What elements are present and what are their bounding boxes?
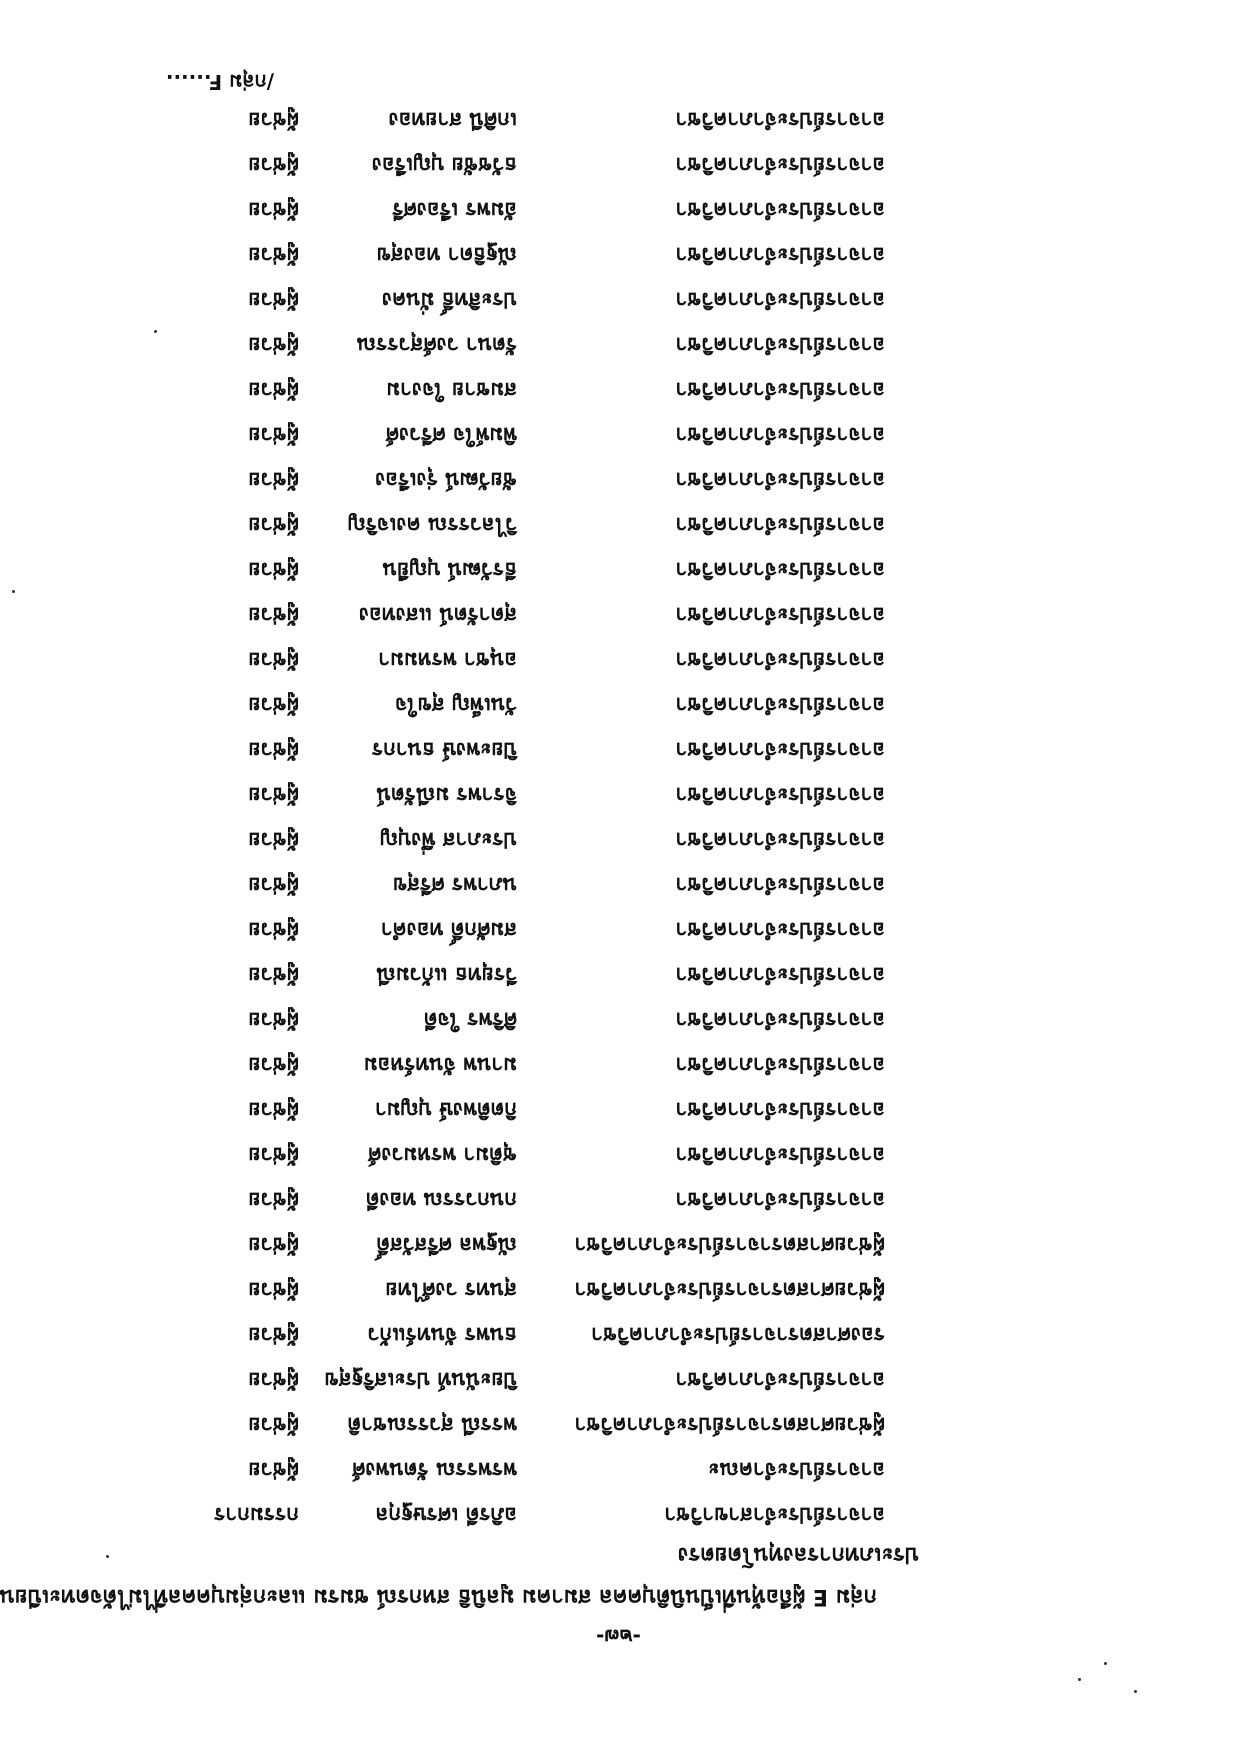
role-cell: ผู้ช่วย: [248, 1323, 299, 1347]
name-cell: พรพรรณ รัตนพงศ์: [351, 1458, 517, 1482]
scan-speck: [12, 590, 15, 593]
name-cell: ธนพร จันทร์แก้ว: [367, 1323, 517, 1347]
position-cell: อาจารย์ประจำภาควิชา: [675, 243, 885, 267]
position-cell: อาจารย์ประจำภาควิชา: [675, 333, 885, 357]
position-cell: อาจารย์ประจำภาควิชา: [675, 198, 885, 222]
position-cell: อาจารย์ประจำภาควิชา: [675, 1143, 885, 1167]
continued-label: /กลุ่ม F......: [165, 70, 274, 94]
table-row: [0, 189, 1237, 234]
table-row: [0, 684, 1237, 729]
table-row: [0, 1269, 1237, 1314]
table-row: [0, 459, 1237, 504]
position-cell: อาจารย์ประจำภาควิชา: [675, 108, 885, 132]
role-cell: ผู้ช่วย: [248, 378, 299, 402]
table-row: [0, 324, 1237, 369]
position-cell: อาจารย์ประจำภาควิชา: [675, 378, 885, 402]
position-cell: อาจารย์ประจำภาควิชา: [675, 738, 885, 762]
scan-speck: [1104, 1662, 1107, 1665]
position-cell: อาจารย์ประจำภาควิชา: [675, 558, 885, 582]
table-row: [0, 1089, 1237, 1134]
role-cell: ผู้ช่วย: [248, 198, 299, 222]
table-row: [0, 234, 1237, 279]
name-cell: กิตติพงษ์ บุญมา: [374, 1098, 517, 1122]
role-cell: ผู้ช่วย: [248, 1188, 299, 1212]
table-row: [0, 1224, 1237, 1269]
name-cell: ชัยวัฒน์ รุ่งเรือง: [375, 468, 517, 492]
name-cell: พรรณี สุวรรณชาติ: [347, 1413, 517, 1437]
name-cell: วันเพ็ญ สุขใจ: [394, 693, 517, 717]
position-cell: อาจารย์ประจำคณะ: [708, 1458, 885, 1482]
role-cell: ผู้ช่วย: [248, 558, 299, 582]
name-cell: มานพ จันทร์หอม: [363, 1053, 517, 1077]
role-cell: ผู้ช่วย: [248, 828, 299, 852]
role-cell: ผู้ช่วย: [248, 1368, 299, 1392]
name-cell: วิไลวรรณ คงเจริญ: [347, 513, 517, 537]
scan-speck: [154, 330, 157, 333]
name-cell: สมศักดิ์ ทองคำ: [380, 918, 517, 942]
role-cell: ผู้ช่วย: [248, 648, 299, 672]
name-cell: อภิรดี เศรษฐกุล: [375, 1503, 517, 1527]
position-cell: อาจารย์ประจำภาควิชา: [675, 153, 885, 177]
name-cell: จิราพร มณีรัตน์: [376, 783, 517, 807]
table-row: [0, 549, 1237, 594]
table-row: [0, 1179, 1237, 1224]
group-heading: กลุ่ม E ผู้ถือหุ้นที่เป็นนิติบุคคล สมาคม มูลนิธิ สหกรณ์ ชมรม และกลุ่มบุคคลที่ไม่ได้จดทะเบียน: [0, 1584, 877, 1609]
table-row: [0, 954, 1237, 999]
name-cell: พิมพ์ใจ ศรีวงศ์: [385, 423, 517, 447]
position-cell: อาจารย์ประจำภาควิชา: [675, 513, 885, 537]
table-row: [0, 369, 1237, 414]
position-cell: อาจารย์ประจำภาควิชา: [675, 783, 885, 807]
scan-speck: [1078, 1678, 1081, 1681]
position-cell: ผู้ช่วยศาสตราจารย์ประจำภาควิชา: [574, 1413, 885, 1437]
table-row: [0, 864, 1237, 909]
table-row: [0, 1134, 1237, 1179]
role-cell: ผู้ช่วย: [248, 1458, 299, 1482]
position-cell: อาจารย์ประจำภาควิชา: [675, 603, 885, 627]
name-cell: สมชาย ใจงาม: [386, 378, 517, 402]
role-cell: ผู้ช่วย: [248, 513, 299, 537]
name-cell: รัตนา วงศ์สุวรรณ: [356, 333, 517, 357]
position-cell: รองศาสตราจารย์ประจำภาควิชา: [591, 1323, 885, 1347]
position-cell: ผู้ช่วยศาสตราจารย์ประจำภาควิชา: [574, 1233, 885, 1257]
role-cell: ผู้ช่วย: [248, 153, 299, 177]
name-cell: ณัฐพล ศรีสวัสดิ์: [376, 1233, 517, 1257]
position-cell: อาจารย์ประจำภาควิชา: [675, 1368, 885, 1392]
table-row: [0, 504, 1237, 549]
role-cell: ผู้ช่วย: [248, 603, 299, 627]
scan-speck: [106, 1555, 109, 1558]
table-row: [0, 414, 1237, 459]
name-cell: ณัฐธิดา ทองสุข: [376, 243, 517, 267]
table-row: [0, 1044, 1237, 1089]
role-cell: ผู้ช่วย: [248, 243, 299, 267]
table-row: [0, 1359, 1237, 1404]
name-cell: อนุชา พรหมมา: [378, 648, 517, 672]
position-cell: อาจารย์ประจำสาขาวิชา: [664, 1503, 885, 1527]
name-cell: นภาพร ศรีสุข: [392, 873, 517, 897]
role-cell: ผู้ช่วย: [248, 1143, 299, 1167]
position-cell: อาจารย์ประจำภาควิชา: [675, 468, 885, 492]
role-cell: ผู้ช่วย: [248, 918, 299, 942]
role-cell: ผู้ช่วย: [248, 423, 299, 447]
position-cell: อาจารย์ประจำภาควิชา: [675, 1188, 885, 1212]
role-cell: ผู้ช่วย: [248, 288, 299, 312]
name-cell: ประภาส พึ่งบุญ: [380, 828, 517, 852]
position-cell: อาจารย์ประจำภาควิชา: [675, 918, 885, 942]
role-cell: กรรมการ: [214, 1503, 299, 1527]
name-cell: สุดารัตน์ แสงทอง: [358, 603, 517, 627]
table-row: [0, 819, 1237, 864]
name-cell: ชุติมา พรหมวงศ์: [367, 1143, 517, 1167]
position-cell: อาจารย์ประจำภาควิชา: [675, 288, 885, 312]
table-row: [0, 639, 1237, 684]
name-cell: กนกวรรณ ทองดี: [365, 1188, 517, 1212]
role-cell: ผู้ช่วย: [248, 963, 299, 987]
position-cell: อาจารย์ประจำภาควิชา: [675, 1008, 885, 1032]
table-row: [0, 99, 1237, 144]
position-cell: ผู้ช่วยศาสตราจารย์ประจำภาควิชา: [574, 1278, 885, 1302]
role-cell: ผู้ช่วย: [248, 1053, 299, 1077]
position-cell: อาจารย์ประจำภาควิชา: [675, 423, 885, 447]
table-row: [0, 999, 1237, 1044]
name-cell: วีรยุทธ แก้วมณี: [376, 963, 517, 987]
position-cell: อาจารย์ประจำภาควิชา: [675, 963, 885, 987]
table-row: [0, 144, 1237, 189]
name-cell: ศิริพร ใจดี: [423, 1008, 517, 1032]
table-row: [0, 279, 1237, 324]
scan-speck: [1134, 1690, 1137, 1693]
role-cell: ผู้ช่วย: [248, 693, 299, 717]
table-row: [0, 1404, 1237, 1449]
role-cell: ผู้ช่วย: [248, 1233, 299, 1257]
position-cell: อาจารย์ประจำภาควิชา: [675, 648, 885, 672]
table-row: [0, 909, 1237, 954]
role-cell: ผู้ช่วย: [248, 108, 299, 132]
role-cell: ผู้ช่วย: [248, 1278, 299, 1302]
role-cell: ผู้ช่วย: [248, 333, 299, 357]
table-row: [0, 774, 1237, 819]
position-cell: อาจารย์ประจำภาควิชา: [675, 1098, 885, 1122]
name-cell: อัมพร เรืองศรี: [392, 198, 517, 222]
table-row: [0, 1314, 1237, 1359]
name-cell: ปิยะนันท์ ประเสริฐสุข: [324, 1368, 517, 1392]
name-cell: สุนทร วงศ์ไทย: [385, 1278, 517, 1302]
position-cell: อาจารย์ประจำภาควิชา: [675, 1053, 885, 1077]
section-label: ประเภทการลงทุนโดยตรง: [677, 1542, 919, 1567]
role-cell: ผู้ช่วย: [248, 738, 299, 762]
personnel-table: [0, 99, 1237, 1539]
name-cell: เกศินี สายทอง: [388, 108, 517, 132]
name-cell: ประสิทธิ์ มั่นคง: [381, 288, 517, 312]
role-cell: ผู้ช่วย: [248, 783, 299, 807]
role-cell: ผู้ช่วย: [248, 873, 299, 897]
table-row: [0, 594, 1237, 639]
role-cell: ผู้ช่วย: [248, 1098, 299, 1122]
role-cell: ผู้ช่วย: [248, 468, 299, 492]
table-row: [0, 1494, 1237, 1539]
name-cell: ปิยะพงษ์ ธนากร: [371, 738, 517, 762]
name-cell: ธีรวัฒน์ บุญยืน: [382, 558, 517, 582]
page-number: -๒๗-: [596, 1625, 641, 1649]
role-cell: ผู้ช่วย: [248, 1413, 299, 1437]
position-cell: อาจารย์ประจำภาควิชา: [675, 828, 885, 852]
table-row: [0, 1449, 1237, 1494]
role-cell: ผู้ช่วย: [248, 1008, 299, 1032]
position-cell: อาจารย์ประจำภาควิชา: [675, 693, 885, 717]
table-row: [0, 729, 1237, 774]
name-cell: ธวัชชัย บุญเรือง: [371, 153, 517, 177]
position-cell: อาจารย์ประจำภาควิชา: [675, 873, 885, 897]
